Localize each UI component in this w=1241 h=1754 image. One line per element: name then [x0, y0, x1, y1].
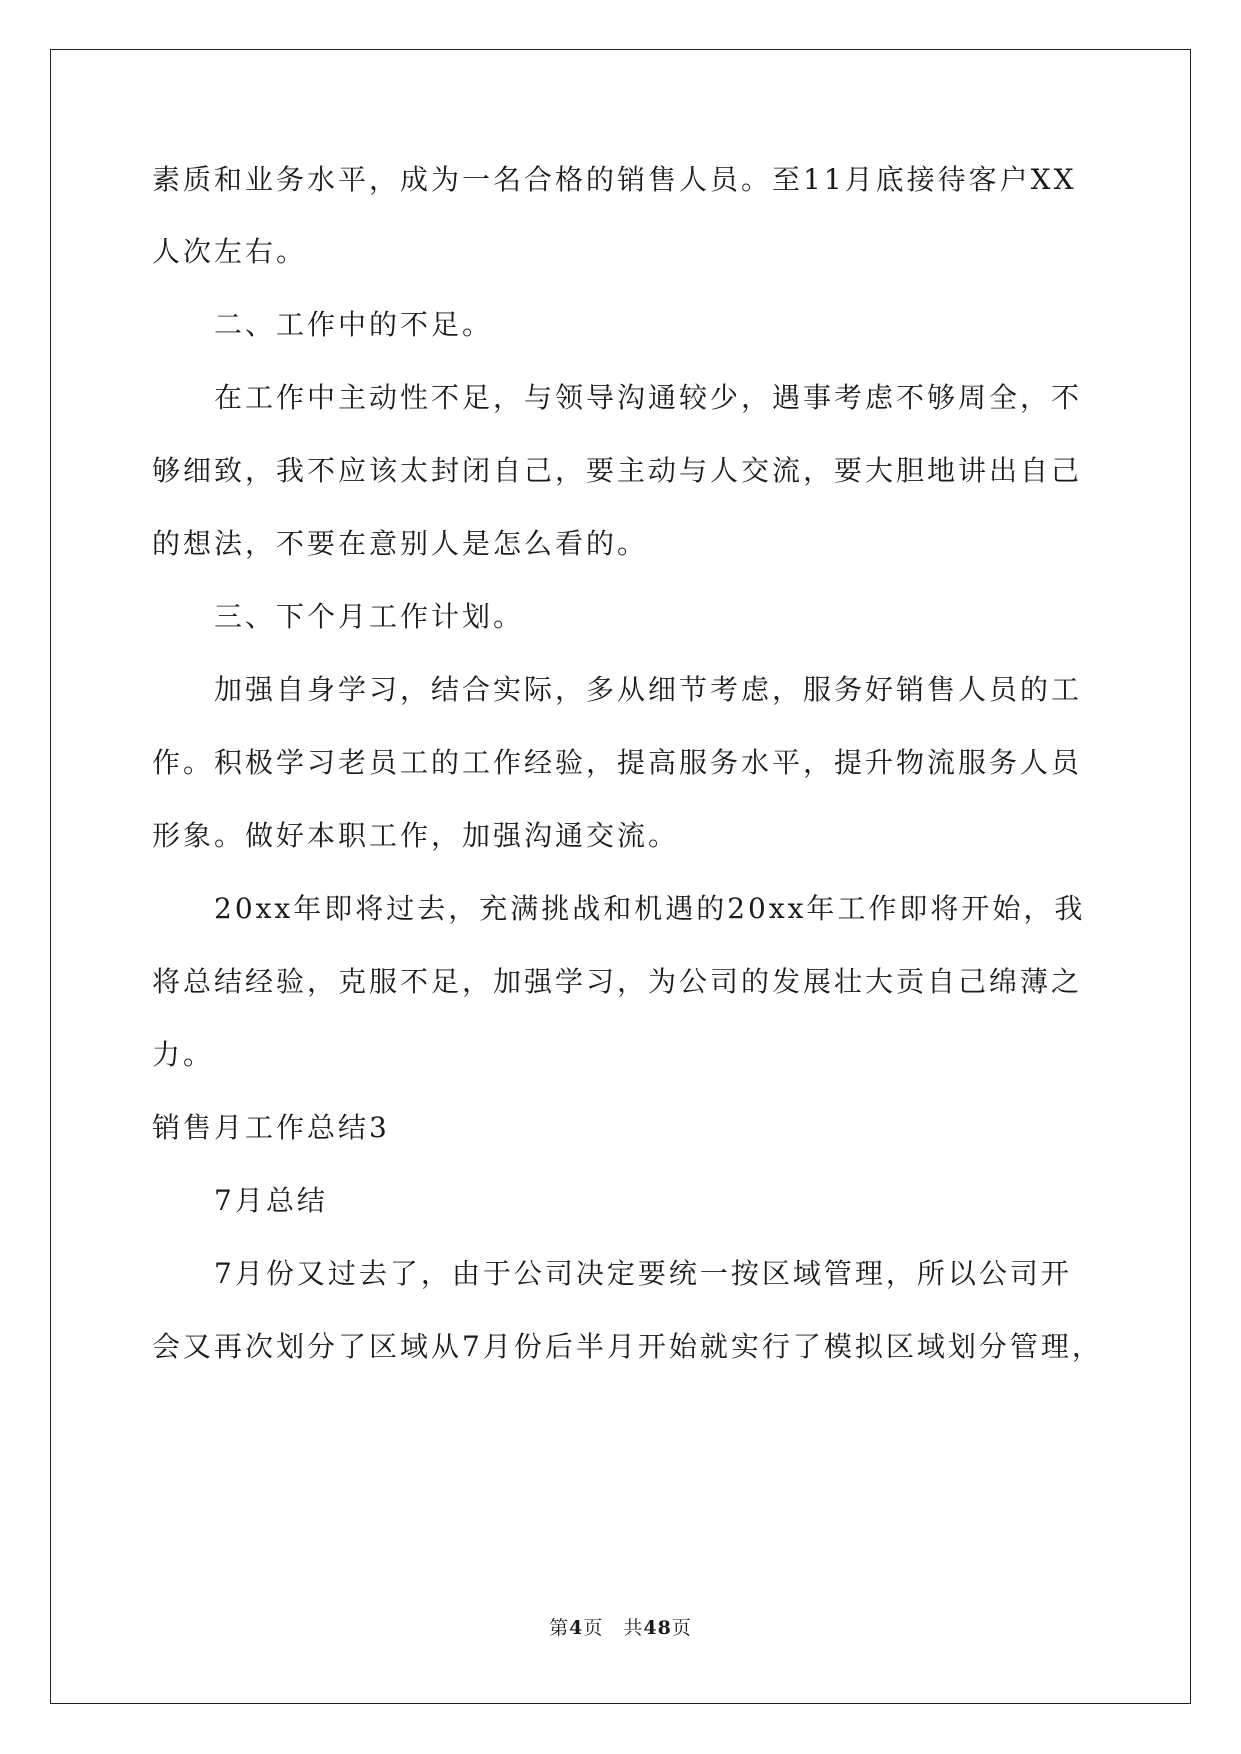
text-line: 够细致，我不应该太封闭自己，要主动与人交流，要大胆地讲出自己 — [152, 454, 1083, 487]
current-page-number: 4 — [569, 1617, 584, 1639]
text-line: 将总结经验，克服不足，加强学习，为公司的发展壮大贡自己绵薄之 — [152, 965, 1083, 998]
text-line: 作。积极学习老员工的工作经验，提高服务水平，提升物流服务人员 — [152, 746, 1083, 779]
total-page-number: 48 — [643, 1617, 672, 1639]
text-line: 力。 — [152, 1038, 215, 1071]
page-prefix: 第 — [549, 1617, 570, 1639]
text-line: 形象。做好本职工作，加强沟通交流。 — [152, 819, 680, 852]
page-number-footer — [0, 1613, 1241, 1640]
paragraph-line: 在工作中主动性不足，与领导沟通较少，遇事考虑不够周全，不 — [214, 381, 1083, 414]
section-heading: 三、下个月工作计划。 — [214, 600, 525, 633]
text-line: 的想法，不要在意别人是怎么看的。 — [152, 527, 649, 560]
paragraph-line: 加强自身学习，结合实际，多从细节考虑，服务好销售人员的工 — [214, 673, 1083, 706]
page-frame — [50, 49, 1191, 1704]
text-line: 人次左右。 — [152, 235, 308, 268]
paragraph-line: 7月份又过去了，由于公司决定要统一按区域管理，所以公司开 — [214, 1257, 1072, 1290]
section-heading: 二、工作中的不足。 — [214, 308, 494, 341]
page-suffix: 页 — [671, 1617, 692, 1639]
text-line: 会又再次划分了区域从7月份后半月开始就实行了模拟区域划分管理， — [152, 1330, 1103, 1363]
text-line: 素质和业务水平，成为一名合格的销售人员。至11月底接待客户XX — [152, 163, 1077, 196]
page-mid: 页 共 — [583, 1617, 644, 1639]
paragraph-line: 20xx年即将过去，充满挑战和机遇的20xx年工作即将开始，我 — [214, 892, 1086, 925]
section-heading: 7月总结 — [214, 1184, 328, 1217]
document-section-title: 销售月工作总结3 — [152, 1111, 390, 1144]
